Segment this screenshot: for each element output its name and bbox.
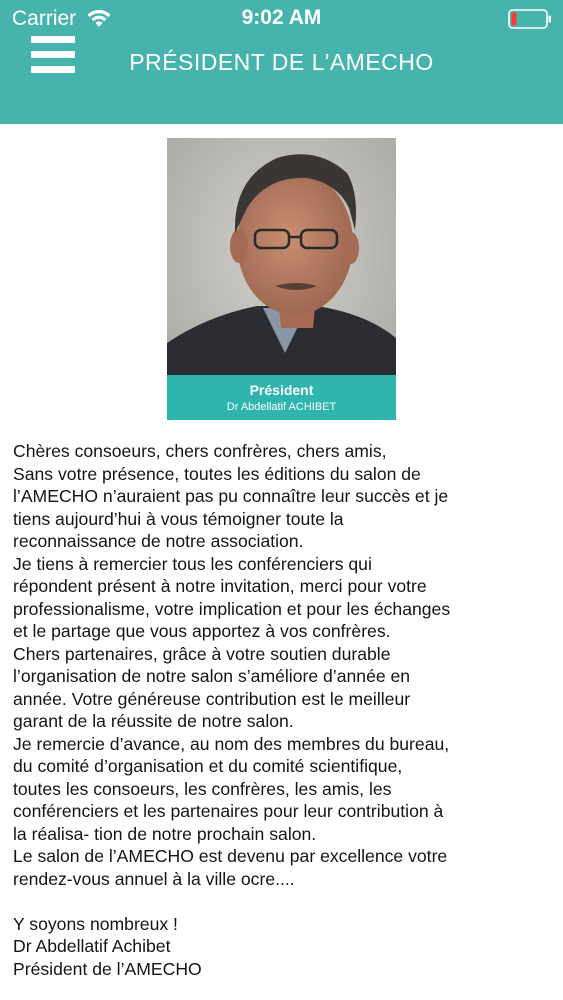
message-line: et le partage que vous apportez à vos confrères. — [13, 621, 391, 641]
message-line: année. Votre généreuse contribution est le meilleur — [13, 688, 411, 709]
page-title: PRÉSIDENT DE L'AMECHO — [129, 49, 434, 75]
message-line: répondent présent à notre invitation, merci pour votre — [13, 576, 427, 596]
signature-name: Dr Abdellatif Achibet — [13, 936, 171, 956]
message-line: tiens aujourd’hui à vous témoigner toute la — [13, 508, 344, 529]
status-time: 9:02 AM — [241, 6, 322, 29]
status-bar — [0, 0, 563, 38]
message-line: Je remercie d’avance, au nom des membres du bureau, — [13, 733, 450, 754]
message-line: rendez-vous annuel à la ville ocre.... — [13, 868, 295, 889]
message-line: du comité d’organisation et du comité scientifique, — [13, 756, 403, 776]
message-line: Sans votre présence, toutes les éditions du salon de — [13, 463, 421, 484]
message-line: la réalisa- tion de notre prochain salon. — [13, 823, 317, 844]
message-line: garant de la réussite de notre salon. — [13, 711, 294, 731]
message-line: Je tiens à remercier tous les conférenciers qui — [13, 553, 372, 574]
hamburger-menu-icon — [31, 36, 75, 43]
message-line: Chères consoeurs, chers confrères, chers amis, — [13, 441, 387, 461]
carrier-label: Carrier — [12, 7, 77, 30]
message-line: l’AMECHO n’auraient pas pu connaître leur succès et je — [13, 486, 449, 506]
president-message — [13, 440, 553, 980]
message-blank-line — [13, 890, 553, 913]
app-header — [0, 0, 563, 124]
message-line: l’organisation de notre salon s’améliore d’année en — [13, 666, 411, 686]
closing-line: Y soyons nombreux ! — [13, 913, 178, 934]
caption-name: Dr Abdellatif ACHIBET — [226, 401, 337, 413]
battery-low-icon — [508, 9, 552, 29]
message-line: Le salon de l’AMECHO est devenu par excellence votre — [13, 846, 448, 866]
message-line: conférenciers et les partenaires pour leur contribution à — [13, 801, 444, 821]
message-line: Chers partenaires, grâce à votre soutien durable — [13, 643, 391, 664]
caption-title: Président — [249, 382, 314, 398]
signature-title: Président de l’AMECHO — [13, 958, 202, 979]
message-line: toutes les consoeurs, les confrères, les amis, les — [13, 778, 392, 799]
message-line: professionalisme, votre implication et pour les échanges — [13, 598, 451, 619]
photo-caption — [167, 375, 396, 420]
message-line: reconnaissance de notre association. — [13, 531, 304, 551]
